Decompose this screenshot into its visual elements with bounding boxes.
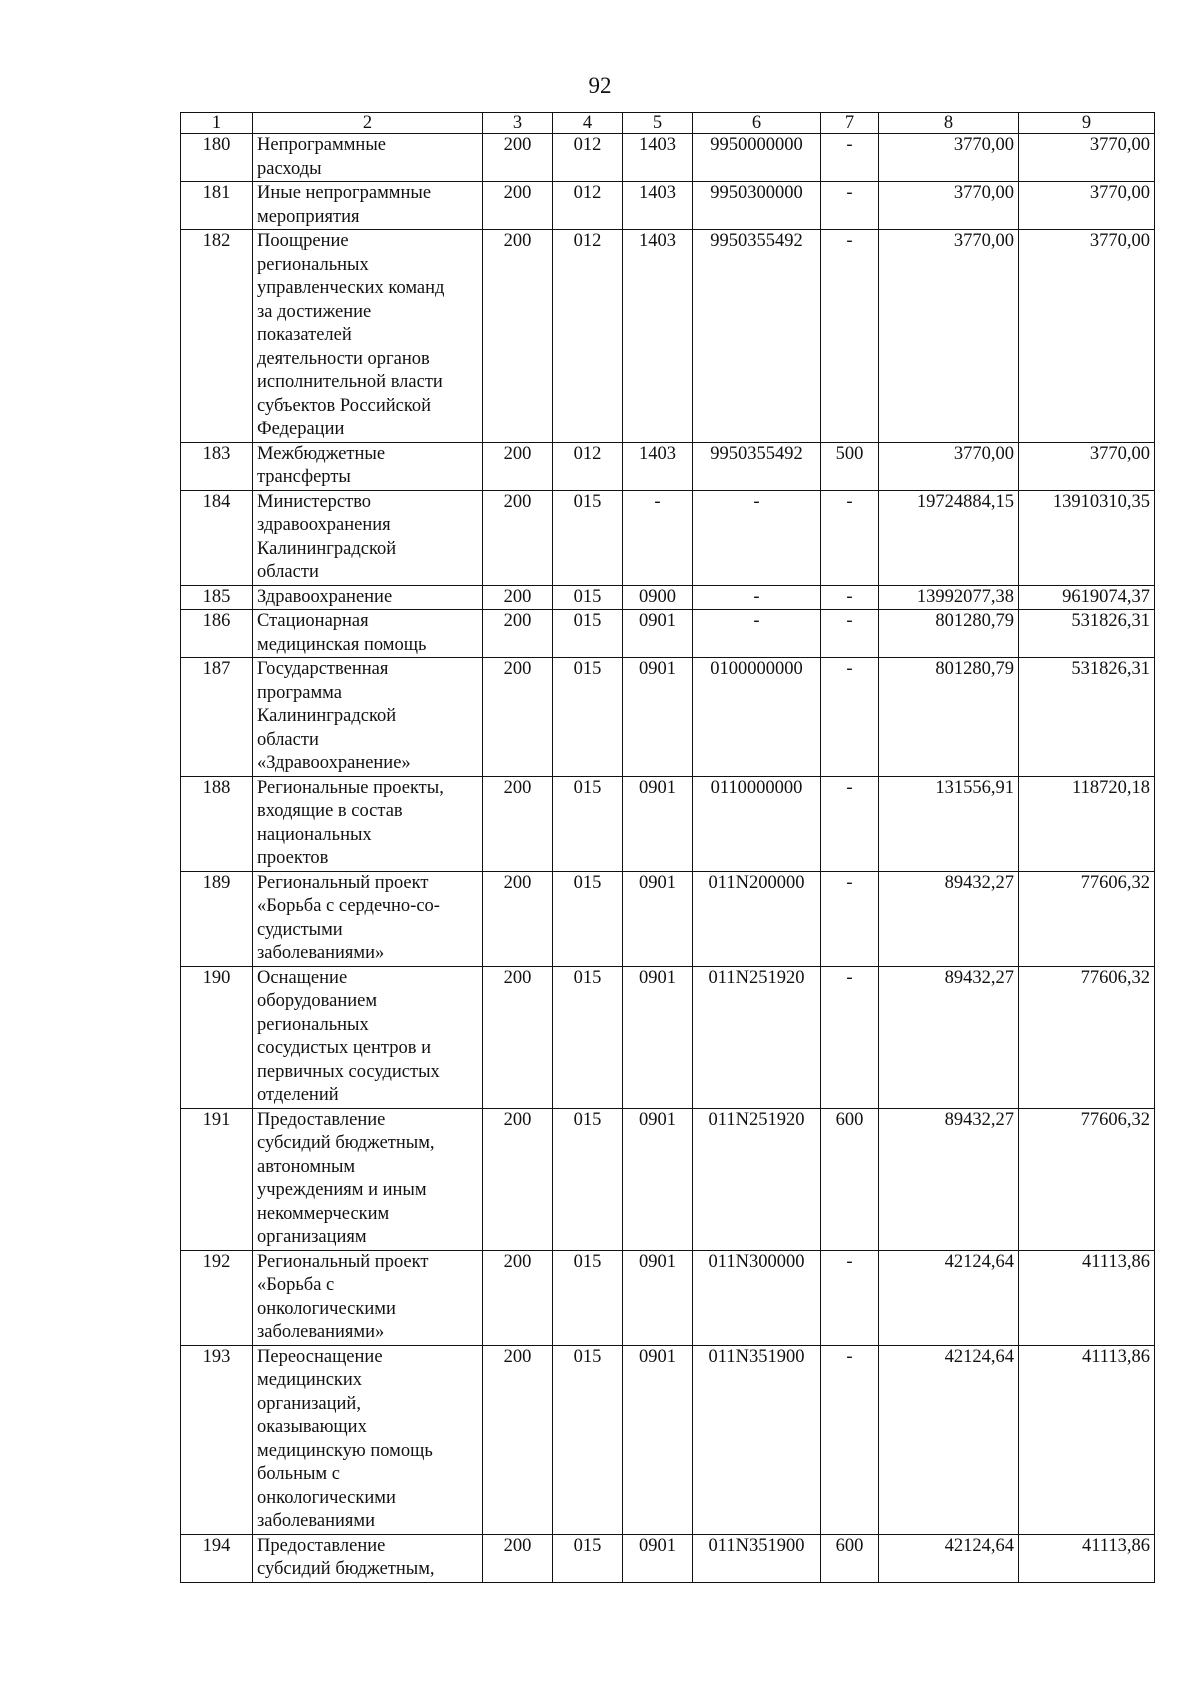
row-name-line: субсидий бюджетным, (257, 1133, 435, 1153)
amount-9-cell: 13910310,35 (1019, 490, 1155, 585)
row-name-line: Межбюджетные (257, 443, 386, 464)
section-code-cell: 0901 (623, 871, 693, 966)
row-name-line: проектов (257, 848, 329, 868)
header-cell: 4 (553, 113, 623, 134)
row-name-line: за достижение (257, 301, 372, 322)
code-3-cell: 200 (483, 1345, 553, 1534)
amount-9-cell: 531826,31 (1019, 658, 1155, 777)
amount-9-cell: 3770,00 (1019, 230, 1155, 443)
code-4-cell: 015 (553, 871, 623, 966)
amount-9-cell: 41113,86 (1019, 1534, 1155, 1582)
row-name-line: Иные непрограммные (257, 183, 432, 203)
expense-type-cell: - (821, 610, 879, 658)
expense-type-cell: - (821, 230, 879, 443)
code-4-cell: 012 (553, 134, 623, 182)
row-name-line: Оснащение (257, 967, 348, 988)
row-name-line: трансферты (257, 467, 351, 487)
code-4-cell: 015 (553, 966, 623, 1108)
amount-9-cell: 41113,86 (1019, 1345, 1155, 1534)
target-article-cell: 9950000000 (693, 134, 821, 182)
row-name-line: судистыми (257, 919, 343, 940)
row-name-line: медицинскую помощь (257, 1440, 433, 1461)
row-name-line: заболеваниями» (257, 1322, 385, 1342)
row-name-cell (253, 490, 483, 585)
row-name-line: Калининградской (257, 706, 397, 726)
code-4-cell: 015 (553, 1108, 623, 1250)
table-row (181, 776, 1155, 871)
code-4-cell: 012 (553, 230, 623, 443)
row-name-cell (253, 134, 483, 182)
expense-type-cell: - (821, 490, 879, 585)
budget-table (180, 112, 1155, 1583)
table-row (181, 610, 1155, 658)
row-name-line: Региональные проекты, (257, 777, 444, 798)
row-name-line: организаций, (257, 1393, 361, 1414)
row-number-cell: 192 (181, 1250, 253, 1345)
row-number-cell: 190 (181, 966, 253, 1108)
row-number-cell: 183 (181, 442, 253, 490)
page-number: 92 (588, 73, 612, 98)
section-code-cell: 1403 (623, 442, 693, 490)
target-article-cell: - (693, 490, 821, 585)
amount-9-cell: 9619074,37 (1019, 585, 1155, 610)
row-name-line: исполнительной власти (257, 372, 443, 392)
row-name-line: субъектов Российской (257, 395, 432, 416)
expense-type-cell: 600 (821, 1108, 879, 1250)
row-name-cell (253, 585, 483, 610)
code-3-cell: 200 (483, 442, 553, 490)
code-4-cell: 015 (553, 1250, 623, 1345)
row-name-line: управленческих команд (257, 278, 445, 298)
target-article-cell: 0100000000 (693, 658, 821, 777)
row-number-cell: 182 (181, 230, 253, 443)
row-name-cell (253, 776, 483, 871)
row-name-line: Переоснащение (257, 1346, 383, 1367)
amount-9-cell: 3770,00 (1019, 442, 1155, 490)
code-3-cell: 200 (483, 871, 553, 966)
target-article-cell: 9950355492 (693, 230, 821, 443)
section-code-cell: 0901 (623, 1534, 693, 1582)
table-row (181, 871, 1155, 966)
row-name-cell (253, 1250, 483, 1345)
amount-8-cell: 89432,27 (879, 871, 1019, 966)
row-name-line: больным с (257, 1464, 340, 1484)
table-row (181, 1108, 1155, 1250)
code-3-cell: 200 (483, 134, 553, 182)
row-name-line: «Борьба с (257, 1275, 335, 1295)
code-3-cell: 200 (483, 966, 553, 1108)
expense-type-cell: - (821, 1250, 879, 1345)
row-name-cell (253, 871, 483, 966)
row-name-line: сосудистых центров и (257, 1038, 431, 1058)
expense-type-cell: - (821, 134, 879, 182)
row-name-line: региональных (257, 254, 369, 275)
section-code-cell: 0901 (623, 1345, 693, 1534)
code-4-cell: 015 (553, 1345, 623, 1534)
expense-type-cell: - (821, 871, 879, 966)
section-code-cell: 0900 (623, 585, 693, 610)
row-name-cell (253, 1345, 483, 1534)
code-3-cell: 200 (483, 776, 553, 871)
target-article-cell: 0110000000 (693, 776, 821, 871)
row-name-line: Стационарная (257, 611, 369, 631)
row-number-cell: 191 (181, 1108, 253, 1250)
section-code-cell: 0901 (623, 610, 693, 658)
amount-8-cell: 89432,27 (879, 1108, 1019, 1250)
section-code-cell: 0901 (623, 1250, 693, 1345)
amount-9-cell: 531826,31 (1019, 610, 1155, 658)
expense-type-cell: 500 (821, 442, 879, 490)
row-number-cell: 194 (181, 1534, 253, 1582)
section-code-cell: 0901 (623, 966, 693, 1108)
code-4-cell: 012 (553, 182, 623, 230)
amount-9-cell: 118720,18 (1019, 776, 1155, 871)
table-row (181, 1534, 1155, 1582)
code-3-cell: 200 (483, 658, 553, 777)
amount-8-cell: 131556,91 (879, 776, 1019, 871)
expense-type-cell: - (821, 776, 879, 871)
row-name-line: медицинских (257, 1370, 363, 1390)
table-row (181, 230, 1155, 443)
header-cell: 5 (623, 113, 693, 134)
target-article-cell: 011N351900 (693, 1345, 821, 1534)
row-name-line: региональных (257, 1014, 369, 1035)
table-row (181, 182, 1155, 230)
row-name-line: оборудованием (257, 991, 378, 1011)
code-3-cell: 200 (483, 1108, 553, 1250)
code-3-cell: 200 (483, 230, 553, 443)
row-name-line: деятельности органов (257, 348, 430, 369)
row-name-line: онкологическими (257, 1487, 396, 1508)
table-row (181, 585, 1155, 610)
row-number-cell: 189 (181, 871, 253, 966)
row-name-line: Государственная (257, 659, 389, 679)
expense-type-cell: - (821, 1345, 879, 1534)
header-cell: 2 (253, 113, 483, 134)
target-article-cell: 011N300000 (693, 1250, 821, 1345)
row-name-line: учреждениям и иным (257, 1180, 427, 1200)
amount-8-cell: 3770,00 (879, 134, 1019, 182)
section-code-cell: 1403 (623, 182, 693, 230)
amount-9-cell: 41113,86 (1019, 1250, 1155, 1345)
row-name-cell (253, 1108, 483, 1250)
row-name-line: некоммерческим (257, 1203, 390, 1224)
amount-9-cell: 77606,32 (1019, 1108, 1155, 1250)
row-name-cell (253, 1534, 483, 1582)
target-article-cell: 011N251920 (693, 1108, 821, 1250)
row-name-cell (253, 966, 483, 1108)
row-name-line: области (257, 729, 319, 750)
header-cell: 3 (483, 113, 553, 134)
row-name-line: организациям (257, 1227, 367, 1247)
expense-type-cell: - (821, 182, 879, 230)
row-number-cell: 188 (181, 776, 253, 871)
code-4-cell: 015 (553, 585, 623, 610)
code-4-cell: 015 (553, 610, 623, 658)
section-code-cell: 1403 (623, 134, 693, 182)
row-name-line: Здравоохранение (257, 586, 393, 607)
row-name-cell (253, 610, 483, 658)
row-number-cell: 186 (181, 610, 253, 658)
amount-8-cell: 89432,27 (879, 966, 1019, 1108)
amount-9-cell: 3770,00 (1019, 134, 1155, 182)
row-name-line: заболеваниями» (257, 943, 385, 963)
row-name-cell (253, 658, 483, 777)
code-4-cell: 015 (553, 1534, 623, 1582)
expense-type-cell: 600 (821, 1534, 879, 1582)
expense-type-cell: - (821, 585, 879, 610)
target-article-cell: - (693, 585, 821, 610)
row-name-line: здравоохранения (257, 515, 391, 535)
row-name-line: Региональный проект (257, 872, 429, 893)
row-name-line: Калининградской (257, 538, 397, 559)
target-article-cell: 011N251920 (693, 966, 821, 1108)
row-name-line: входящие в состав (257, 801, 403, 821)
row-name-line: расходы (257, 158, 322, 179)
row-name-line: мероприятия (257, 206, 360, 227)
target-article-cell: 011N351900 (693, 1534, 821, 1582)
section-code-cell: 0901 (623, 776, 693, 871)
amount-9-cell: 77606,32 (1019, 871, 1155, 966)
row-name-line: Поощрение (257, 231, 349, 251)
table-row (181, 966, 1155, 1108)
code-3-cell: 200 (483, 610, 553, 658)
section-code-cell: 0901 (623, 658, 693, 777)
row-number-cell: 180 (181, 134, 253, 182)
header-cell: 9 (1019, 113, 1155, 134)
row-name-line: области (257, 562, 319, 582)
code-4-cell: 015 (553, 658, 623, 777)
code-4-cell: 012 (553, 442, 623, 490)
section-code-cell: 1403 (623, 230, 693, 443)
row-name-line: заболеваниями (257, 1511, 376, 1531)
table-body (181, 134, 1155, 1583)
header-cell: 1 (181, 113, 253, 134)
amount-8-cell: 13992077,38 (879, 585, 1019, 610)
code-3-cell: 200 (483, 585, 553, 610)
row-name-line: национальных (257, 824, 372, 845)
row-name-line: отделений (257, 1085, 339, 1105)
amount-8-cell: 3770,00 (879, 182, 1019, 230)
expense-type-cell: - (821, 658, 879, 777)
code-3-cell: 200 (483, 1250, 553, 1345)
section-code-cell: 0901 (623, 1108, 693, 1250)
code-3-cell: 200 (483, 1534, 553, 1582)
target-article-cell: 9950355492 (693, 442, 821, 490)
section-code-cell: - (623, 490, 693, 585)
row-number-cell: 184 (181, 490, 253, 585)
code-3-cell: 200 (483, 490, 553, 585)
amount-8-cell: 3770,00 (879, 230, 1019, 443)
row-name-line: показателей (257, 325, 352, 345)
code-4-cell: 015 (553, 776, 623, 871)
row-name-line: оказывающих (257, 1417, 367, 1437)
row-name-line: онкологическими (257, 1298, 396, 1319)
row-name-line: Предоставление (257, 1535, 386, 1556)
row-name-line: «Борьба с сердечно-со- (257, 896, 440, 916)
row-name-line: медицинская помощь (257, 634, 427, 655)
target-article-cell: 011N200000 (693, 871, 821, 966)
amount-9-cell: 77606,32 (1019, 966, 1155, 1108)
row-name-line: Федерации (257, 419, 345, 439)
table-row (181, 658, 1155, 777)
header-cell: 6 (693, 113, 821, 134)
row-name-cell (253, 182, 483, 230)
table-row (181, 1345, 1155, 1534)
row-name-line: Министерство (257, 491, 372, 512)
amount-8-cell: 801280,79 (879, 610, 1019, 658)
target-article-cell: 9950300000 (693, 182, 821, 230)
row-name-line: Региональный проект (257, 1251, 429, 1272)
row-name-cell (253, 442, 483, 490)
amount-8-cell: 42124,64 (879, 1250, 1019, 1345)
code-3-cell: 200 (483, 182, 553, 230)
amount-8-cell: 19724884,15 (879, 490, 1019, 585)
target-article-cell: - (693, 610, 821, 658)
table-row (181, 1250, 1155, 1345)
row-name-line: «Здравоохранение» (257, 753, 411, 773)
amount-8-cell: 801280,79 (879, 658, 1019, 777)
row-number-cell: 193 (181, 1345, 253, 1534)
row-name-line: программа (257, 682, 342, 703)
header-row (181, 113, 1155, 134)
row-name-line: Предоставление (257, 1109, 386, 1130)
row-number-cell: 185 (181, 585, 253, 610)
table-row (181, 442, 1155, 490)
row-name-line: Непрограммные (257, 135, 386, 155)
header-cell: 7 (821, 113, 879, 134)
table-row (181, 134, 1155, 182)
row-name-line: субсидий бюджетным, (257, 1559, 435, 1579)
amount-9-cell: 3770,00 (1019, 182, 1155, 230)
row-name-line: первичных сосудистых (257, 1061, 440, 1082)
row-name-cell (253, 230, 483, 443)
amount-8-cell: 42124,64 (879, 1534, 1019, 1582)
header-cell: 8 (879, 113, 1019, 134)
amount-8-cell: 3770,00 (879, 442, 1019, 490)
code-4-cell: 015 (553, 490, 623, 585)
row-number-cell: 181 (181, 182, 253, 230)
row-number-cell: 187 (181, 658, 253, 777)
table-row (181, 490, 1155, 585)
amount-8-cell: 42124,64 (879, 1345, 1019, 1534)
row-name-line: автономным (257, 1156, 356, 1177)
expense-type-cell: - (821, 966, 879, 1108)
